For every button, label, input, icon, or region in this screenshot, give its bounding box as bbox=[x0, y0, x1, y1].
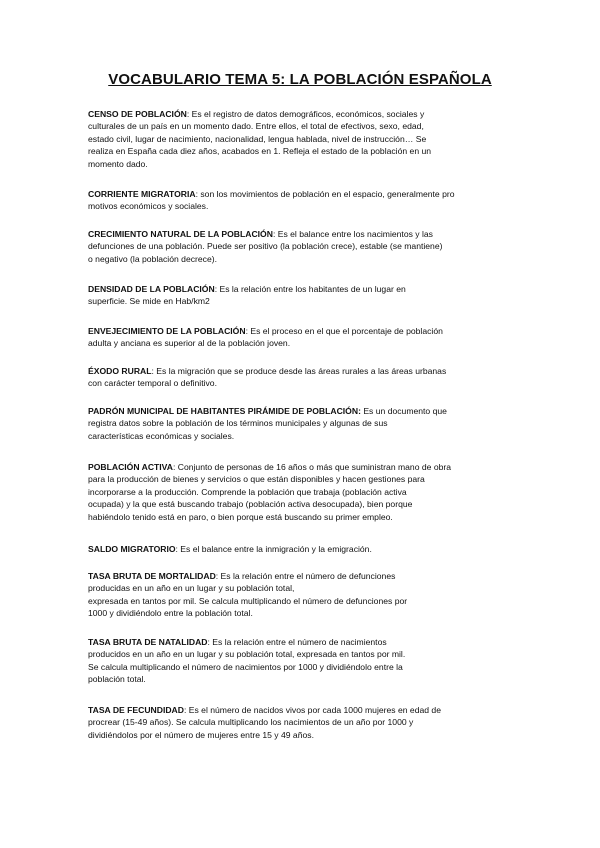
entry-text: Es un documento que bbox=[360, 406, 447, 416]
entry-text: habiéndolo tenido está en paro, o bien porque está buscando su primer empleo. bbox=[88, 511, 393, 522]
entry-text: producidas en un año en un lugar y su población total, bbox=[88, 583, 295, 594]
entry-crecimiento-natural bbox=[88, 228, 442, 265]
entry-text: : Es la relación entre el número de nacimientos bbox=[207, 637, 387, 647]
entry-text: características económicas y sociales. bbox=[88, 430, 235, 441]
entry-text: dividiéndolos por el número de mujeres entre 15 y 49 años. bbox=[88, 729, 314, 740]
entry-text: : Es la migración que se produce desde las áreas rurales a las áreas urbanas bbox=[151, 366, 447, 376]
entry-tasa-bruta-de-natalidad bbox=[88, 636, 405, 686]
entry-term: TASA BRUTA DE NATALIDAD bbox=[88, 637, 208, 647]
entry-text: incorporarse a la producción. Comprende la población que trabaja (población activa bbox=[88, 486, 407, 497]
entry-text: procrear (15-49 años). Se calcula multiplicando los nacimientos de un año por 1000 y bbox=[88, 717, 414, 728]
entry-exodo-rural bbox=[88, 365, 446, 390]
entry-term: CENSO DE POBLACIÓN bbox=[88, 109, 187, 119]
entry-text: : Es la relación entre los habitantes de un lugar en bbox=[214, 284, 406, 294]
entry-text: para la producción de bienes y servicios o que están disponibles y hacen gestiones para bbox=[88, 474, 425, 485]
entry-text: : Es el registro de datos demográficos, económicos, sociales y bbox=[186, 109, 425, 119]
entry-text: : Conjunto de personas de 16 años o más que suministran mano de obra bbox=[172, 462, 452, 472]
entry-term: SALDO MIGRATORIO bbox=[88, 544, 176, 554]
entry-term: CRECIMIENTO NATURAL DE LA POBLACIÓN bbox=[88, 229, 273, 239]
entry-envejecimiento bbox=[88, 325, 443, 350]
page-title: VOCABULARIO TEMA 5: LA POBLACIÓN ESPAÑOLA bbox=[108, 71, 492, 88]
entry-text: momento dado. bbox=[88, 158, 148, 169]
entry-term: ENVEJECIMIENTO DE LA POBLACIÓN bbox=[88, 326, 246, 336]
entry-term: DENSIDAD DE LA POBLACIÓN bbox=[88, 284, 215, 294]
entry-term: CORRIENTE MIGRATORIA bbox=[88, 189, 196, 199]
entry-text: realiza en España cada diez años, acabados en 1. Refleja el estado de la población en un bbox=[88, 146, 432, 157]
entry-text: motivos económicos y sociales. bbox=[88, 201, 209, 212]
entry-tasa-bruta-de-mortalidad bbox=[88, 570, 407, 620]
entry-text: : son los movimientos de población en el espacio, generalmente pro bbox=[195, 189, 455, 199]
entry-text: : Es el proceso en el que el porcentaje de población bbox=[245, 326, 443, 336]
entry-text: adulta y anciana es superior al de la población joven. bbox=[88, 338, 291, 349]
entry-corriente-migratoria bbox=[88, 188, 455, 213]
entry-text: ocupada) y la que está buscando trabajo (población activa desocupada), bien porque bbox=[88, 499, 413, 510]
entry-text: estado civil, lugar de nacimiento, nacionalidad, lengua hablada, nivel de instrucción… Se bbox=[88, 133, 427, 144]
entry-text: registra datos sobre la población de los términos municipales y algunas de sus bbox=[88, 418, 388, 429]
entry-text: defunciones de una población. Puede ser positivo (la población crece), estable (se mantiene) bbox=[88, 241, 443, 252]
entry-text: : Es el número de nacidos vivos por cada 1000 mujeres en edad de bbox=[183, 705, 441, 715]
entry-text: : Es el balance entre la inmigración y la emigración. bbox=[175, 544, 372, 554]
entry-text: : Es el balance entre los nacimientos y las bbox=[272, 229, 433, 239]
entry-tasa-de-fecundidad bbox=[88, 704, 441, 741]
entry-text: culturales de un país en un momento dado. Entre ellos, el total de efectivos, sexo, edad, bbox=[88, 121, 424, 132]
entry-censo-de-poblacion bbox=[88, 108, 431, 170]
entry-text: expresada en tantos por mil. Se calcula multiplicando el número de defunciones por bbox=[88, 595, 408, 606]
entry-term: TASA BRUTA DE MORTALIDAD bbox=[88, 571, 216, 581]
entry-poblacion-activa bbox=[88, 461, 451, 523]
entry-text: 1000 y dividiéndolo entre la población total. bbox=[88, 608, 253, 619]
entry-text: Se calcula multiplicando el número de nacimientos por 1000 y dividiéndolo entre la bbox=[88, 661, 403, 672]
entry-term: ÉXODO RURAL bbox=[88, 366, 152, 376]
entry-text: superficie. Se mide en Hab/km2 bbox=[88, 296, 210, 307]
entry-term: PADRÓN MUNICIPAL DE HABITANTES PIRÁMIDE DE POBLACIÓN: bbox=[88, 406, 361, 416]
entry-densidad-de-la-poblacion bbox=[88, 283, 406, 308]
entry-term: POBLACIÓN ACTIVA bbox=[88, 462, 173, 472]
entry-text: producidos en un año en un lugar y su población total, expresada en tantos por mil. bbox=[88, 649, 406, 660]
entry-text: con carácter temporal o definitivo. bbox=[88, 378, 217, 389]
entry-text: población total. bbox=[88, 674, 146, 685]
entry-text: : Es la relación entre el número de defunciones bbox=[215, 571, 396, 581]
entry-saldo-migratorio bbox=[88, 543, 372, 555]
entry-text: o negativo (la población decrece). bbox=[88, 253, 217, 264]
entry-term: TASA DE FECUNDIDAD bbox=[88, 705, 184, 715]
entry-padron-municipal bbox=[88, 405, 447, 442]
